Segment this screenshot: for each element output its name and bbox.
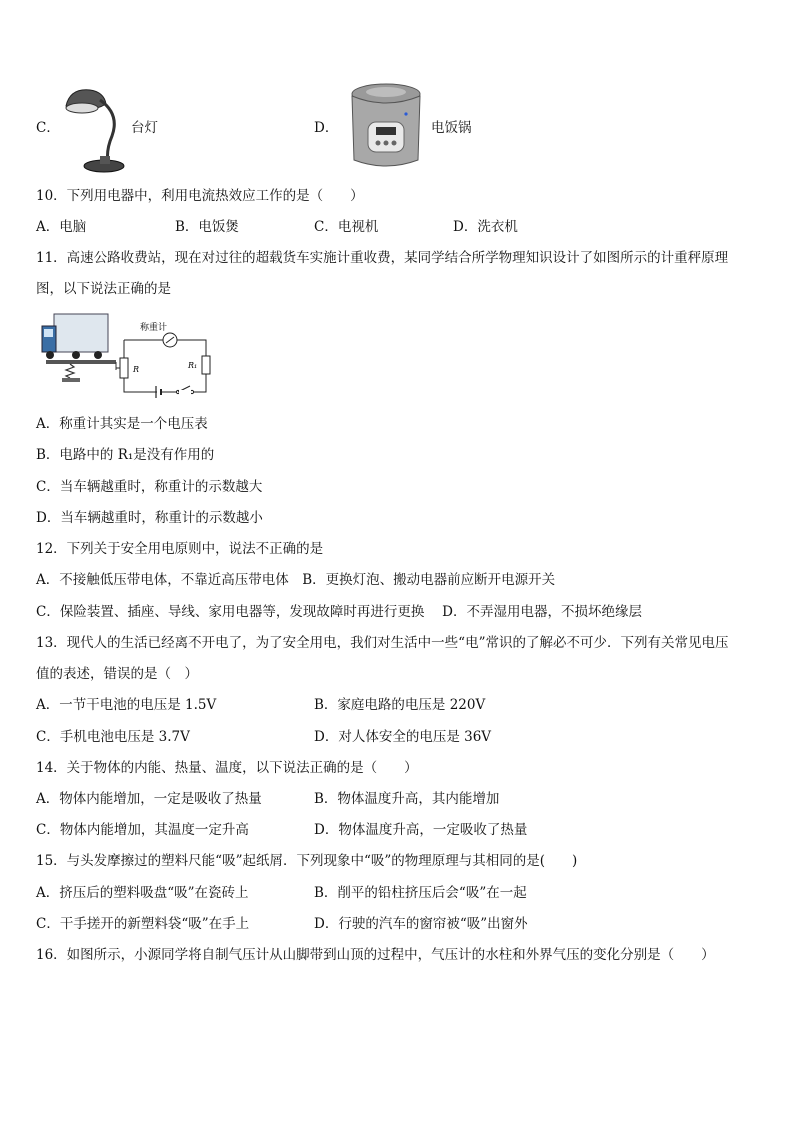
question-15-stem: 15．与头发摩擦过的塑料尺能“吸”起纸屑．下列现象中“吸”的物理原理与其相同的是( ) <box>36 853 578 869</box>
option-d-caption: 电饭锅 <box>431 120 472 136</box>
q11-option-c: C．当车辆越重时，称重计的示数越大 <box>36 479 263 495</box>
question-16-stem: 16．如图所示，小源同学将自制气压计从山脚带到山顶的过程中，气压计的水柱和外界气压的变化分别是（ ） <box>36 947 715 963</box>
meter-label: 称重计 <box>140 323 168 333</box>
question-12-stem: 12．下列关于安全用电原则中，说法不正确的是 <box>36 541 324 557</box>
q11-option-d: D．当车辆越重时，称重计的示数越小 <box>36 510 263 526</box>
question-13-stem-line2: 值的表述，错误的是（ ） <box>36 666 198 682</box>
option-c-letter: C． <box>36 120 60 136</box>
question-11-stem-line2: 图，以下说法正确的是 <box>36 281 171 297</box>
weighing-circuit-figure <box>40 310 212 402</box>
q14-option-d: D．物体温度升高，一定吸收了热量 <box>314 822 528 838</box>
option-c-caption: 台灯 <box>131 120 158 136</box>
q14-option-b: B．物体温度升高，其内能增加 <box>314 791 500 807</box>
q11-option-a: A．称重计其实是一个电压表 <box>36 416 208 432</box>
q12-options-line1: A．不接触低压带电体，不靠近高压带电体 B．更换灯泡、搬动电器前应断开电源开关 <box>36 572 556 588</box>
resistor-r1-label: R₁ <box>188 361 198 370</box>
q13-option-d: D．对人体安全的电压是 36V <box>314 729 492 745</box>
desk-lamp-image <box>60 84 126 176</box>
q13-option-c: C．手机电池电压是 3.7V <box>36 729 190 745</box>
q14-option-a: A．物体内能增加，一定是吸收了热量 <box>36 791 262 807</box>
resistor-r-label: R <box>133 365 140 374</box>
question-13-stem-line1: 13．现代人的生活已经离不开电了，为了安全用电，我们对生活中一些“电”常识的了解必不可少．下列有关常见电压 <box>36 635 729 651</box>
q10-option-d: D．洗衣机 <box>453 219 518 235</box>
q15-option-a: A．挤压后的塑料吸盘“吸”在瓷砖上 <box>36 885 249 901</box>
q14-option-c: C．物体内能增加，其温度一定升高 <box>36 822 249 838</box>
question-14-stem: 14．关于物体的内能、热量、温度，以下说法正确的是（ ） <box>36 760 418 776</box>
q13-option-a: A．一节干电池的电压是 1.5V <box>36 697 217 713</box>
question-10-stem: 10．下列用电器中，利用电流热效应工作的是（ ） <box>36 188 364 204</box>
q10-option-b: B．电饭煲 <box>175 219 239 235</box>
q11-option-b: B．电路中的 R₁是没有作用的 <box>36 447 215 463</box>
q15-option-b: B．削平的铅柱挤压后会“吸”在一起 <box>314 885 527 901</box>
option-d-letter: D． <box>314 120 339 136</box>
q13-option-b: B．家庭电路的电压是 220V <box>314 697 486 713</box>
q10-option-a: A．电脑 <box>36 219 87 235</box>
q10-option-c: C．电视机 <box>314 219 379 235</box>
rice-cooker-image <box>346 80 426 176</box>
question-11-stem-line1: 11．高速公路收费站，现在对过往的超载货车实施计重收费，某同学结合所学物理知识设计了如图所示的计重秤原理 <box>36 250 729 266</box>
q15-option-c: C．干手搓开的新塑料袋“吸”在手上 <box>36 916 250 932</box>
q12-options-line2: C．保险装置、插座、导线、家用电器等，发现故障时再进行更换 D．不弄湿用电器，不损坏绝缘层 <box>36 604 642 620</box>
q15-option-d: D．行驶的汽车的窗帘被“吸”出窗外 <box>314 916 528 932</box>
